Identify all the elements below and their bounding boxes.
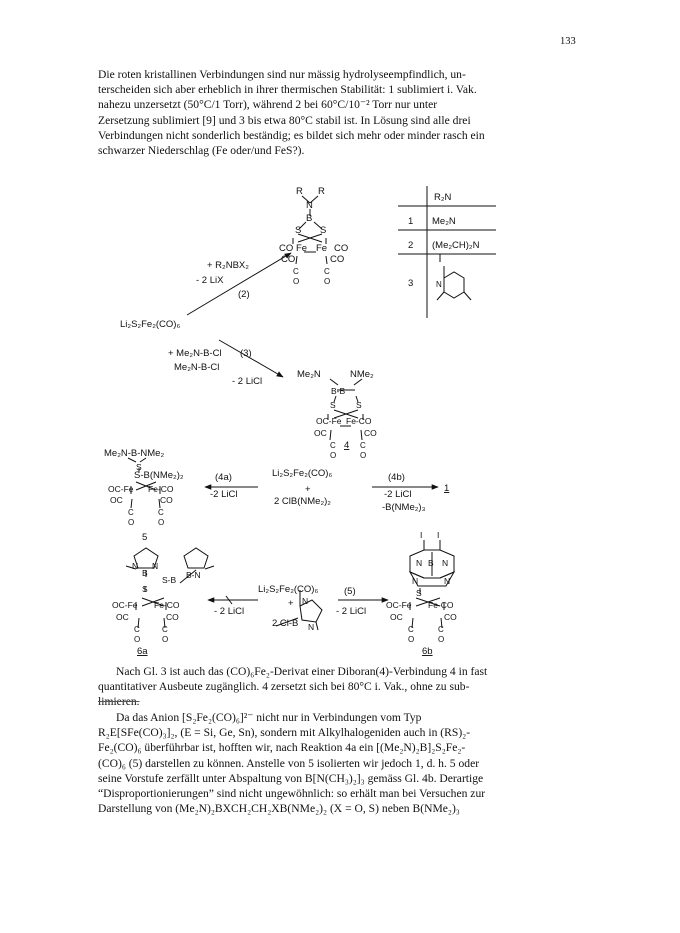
svg-text:CO: CO: [444, 612, 457, 622]
label-6b: 6b: [422, 646, 433, 657]
svg-text:O: O: [360, 451, 367, 460]
text-line: Fe₂(CO)₆ überführbar ist, hofften wir, nach Reaktion 4a ein [(Me₂N)₂B]₂S₂Fe₂-: [98, 741, 466, 755]
reagent-2: + R₂NBX₂: [207, 260, 249, 271]
svg-text:N: N: [302, 596, 309, 606]
table-row-num: 1: [408, 216, 414, 227]
table-row-num: 3: [408, 278, 414, 289]
label-5: (5): [344, 586, 356, 597]
svg-text:I: I: [437, 530, 440, 540]
arrow-reaction-2: [187, 253, 291, 315]
arrow-cross: [226, 596, 232, 604]
svg-text:C: C: [158, 508, 164, 517]
page-number: 133: [560, 36, 576, 47]
svg-text:B: B: [142, 568, 148, 578]
compound5-top: Me₂N-B-NMe₂: [104, 448, 165, 459]
byproduct-3: - 2 LiCl: [232, 376, 263, 387]
r2n-table-labels: [408, 192, 480, 289]
svg-text:S: S: [136, 462, 142, 472]
label-3: (3): [240, 348, 252, 359]
table-row-num: 2: [408, 240, 414, 251]
compound4-right: NMe₂: [350, 369, 374, 380]
table-row-group: (Me₂CH)₂N: [432, 240, 480, 251]
svg-text:O: O: [293, 277, 300, 286]
s-atom: S: [320, 225, 327, 236]
svg-text:B: B: [428, 558, 434, 568]
byproduct-4b-2: -B(NMe₂)₃: [382, 502, 426, 513]
center-reactant: Li₂S₂Fe₂(CO)₆: [272, 468, 333, 479]
svg-text:CO: CO: [166, 612, 179, 622]
bottom-plus: +: [288, 598, 294, 609]
diazaborolidine-ring: [276, 590, 322, 630]
text-line: R₂E[SFe(CO)₃]₂, (E = Si, Ge, Sn), sondern mit Alkylhalogeniden auch in (RS)₂-: [98, 726, 471, 740]
bottom-reactant: Li₂S₂Fe₂(CO)₆: [258, 584, 319, 595]
table-row-group: Me₂N: [432, 216, 456, 227]
compound5-side: S-B(NMe₂)₂: [134, 470, 184, 481]
svg-text:O: O: [438, 635, 445, 644]
svg-text:C: C: [134, 625, 140, 634]
svg-text:C: C: [128, 508, 134, 517]
svg-text:N: N: [416, 558, 423, 568]
svg-text:B-N: B-N: [186, 570, 201, 580]
svg-text:O: O: [324, 277, 331, 286]
text-line: limieren.: [98, 695, 140, 709]
svg-text:B-B: B-B: [331, 386, 346, 396]
svg-text:O: O: [162, 635, 169, 644]
svg-text:O: O: [134, 635, 141, 644]
compound4-label: 4: [344, 440, 350, 451]
center-plus: +: [305, 484, 311, 495]
text-line: (CO)₆ (5) darstellen zu können. Anstelle von 5 isolierten wir jedoch 1, d. h. 5 oder: [98, 756, 480, 770]
byproduct-2: - 2 LiX: [196, 275, 224, 286]
svg-text:OC: OC: [314, 428, 327, 438]
label-4b: (4b): [388, 472, 405, 483]
svg-text:C: C: [330, 441, 336, 450]
svg-text:OC-Fe: OC-Fe: [386, 600, 412, 610]
svg-text:C: C: [408, 625, 414, 634]
text-line: quantitativer Ausbeute zugänglich. 4 zersetzt sich bei 80°C i. Vak., ohne zu sub-: [98, 680, 470, 694]
svg-text:C: C: [162, 625, 168, 634]
b-atom: B: [306, 213, 313, 224]
label-6a: 6a: [137, 646, 148, 657]
svg-text:N: N: [308, 622, 315, 632]
svg-text:N: N: [412, 576, 419, 586]
co-ligand: CO: [279, 243, 294, 254]
byproduct-4b-1: -2 LiCl: [384, 489, 412, 500]
compound-5-skeleton: [128, 458, 160, 508]
svg-text:Fe-CO: Fe-CO: [148, 484, 174, 494]
r2n-table: [398, 186, 496, 318]
text-line: Verbindungen nicht sonderlich beständig; es bildet sich mehr oder minder rasch ein: [98, 128, 485, 142]
bottom-reagent: 2 Cl-B: [272, 618, 299, 629]
text-line: Zersetzung sublimiert [9] und 3 bis etwa 80°C stabil ist. In Lösung sind alle drei: [98, 113, 471, 127]
svg-text:I: I: [420, 530, 423, 540]
co-ligand: CO: [330, 254, 345, 265]
fe-atom: Fe: [296, 243, 308, 254]
r-right: R: [318, 186, 325, 197]
byproduct-left: - 2 LiCl: [214, 606, 245, 617]
reagent-3-line1: + Me₂N-B-Cl: [168, 348, 222, 359]
text-line: “Disproportionierungen” sind nicht ungewöhnlich: so erhält man bei Versuchen zur: [98, 787, 486, 801]
compound-6a-skeleton: [126, 548, 214, 628]
n-atom: N: [306, 200, 313, 211]
text-line: seine Vorstufe zerfällt unter Abspaltung von B[N(CH₃)₂]₃ gemäss Gl. 4b. Derartige: [98, 771, 484, 785]
svg-text:N: N: [436, 280, 442, 289]
svg-text:O: O: [128, 518, 135, 527]
text-line: Da das Anion [S₂Fe₂(CO)₆]²⁻ nicht nur in Verbindungen vom Typ: [116, 711, 422, 724]
svg-text:OC-Fe: OC-Fe: [112, 600, 138, 610]
fe-atom: Fe: [316, 243, 328, 254]
svg-text:S: S: [142, 584, 148, 594]
label-2: (2): [238, 289, 250, 300]
text-line: nahezu unzersetzt (50°C/1 Torr), während 2 bei 60°C/10⁻² Torr nur unter: [98, 98, 438, 112]
text-line: Darstellung von (Me₂N)₂BXCH₂CH₂XB(NMe₂)₂ (X = O, S) neben B(NMe₂)₃: [98, 802, 460, 816]
reactant-main: Li₂S₂Fe₂(CO)₆: [120, 319, 181, 330]
svg-text:C: C: [360, 441, 366, 450]
svg-text:N: N: [442, 558, 449, 568]
product-4b: 1: [444, 483, 450, 494]
svg-text:C: C: [438, 625, 444, 634]
svg-text:OC-Fe: OC-Fe: [108, 484, 134, 494]
compound4-left: Me₂N: [297, 369, 321, 380]
co-ligand: CO: [281, 254, 296, 265]
text-line: Die roten kristallinen Verbindungen sind nur mässig hydrolyseempfindlich, un-: [98, 68, 466, 81]
svg-text:O: O: [330, 451, 337, 460]
svg-text:CO: CO: [160, 495, 173, 505]
compound-4-skeleton: [328, 379, 363, 440]
table-header: R₂N: [434, 192, 452, 203]
svg-text:Fe-CO: Fe-CO: [428, 600, 454, 610]
complex-top: [293, 196, 327, 264]
svg-text:S: S: [416, 588, 422, 598]
s-atom: S: [295, 225, 302, 236]
svg-text:OC: OC: [390, 612, 403, 622]
paragraph-anion: [98, 710, 580, 816]
paragraph-stability: [98, 67, 580, 158]
paragraph-diborane: [98, 664, 580, 710]
svg-text:S: S: [356, 400, 362, 410]
svg-text:Fe-CO: Fe-CO: [154, 600, 180, 610]
complex-top-labels: [279, 186, 348, 286]
reagent-3-line2: Me₂N-B-Cl: [174, 362, 220, 373]
svg-text:OC-Fe: OC-Fe: [316, 416, 342, 426]
text-line: Nach Gl. 3 ist auch das (CO)₆Fe₂-Derivat einer Diboran(4)-Verbindung 4 in fast: [116, 665, 488, 678]
arrow-reaction-3: [219, 340, 283, 377]
text-line: terscheiden sich aber erheblich in ihrer thermischen Stabilität: 1 sublimiert i. Vak.: [98, 83, 477, 97]
byproduct-right: - 2 LiCl: [336, 606, 367, 617]
text-line: schwarzer Niederschlag (Fe oder/und FeS?).: [98, 144, 305, 158]
svg-text:C: C: [293, 267, 299, 276]
co-ligand: CO: [334, 243, 349, 254]
center-reagent: 2 ClB(NMe₂)₂: [274, 496, 331, 507]
svg-text:OC: OC: [116, 612, 129, 622]
label-4a: (4a): [215, 472, 232, 483]
svg-text:S: S: [330, 400, 336, 410]
svg-text:O: O: [158, 518, 165, 527]
svg-text:N: N: [132, 561, 139, 571]
svg-text:O: O: [408, 635, 415, 644]
compound5-label: 5: [142, 532, 148, 543]
svg-text:S-B: S-B: [162, 575, 177, 585]
svg-text:N: N: [444, 576, 451, 586]
svg-text:Fe-CO: Fe-CO: [346, 416, 372, 426]
svg-text:OC: OC: [110, 495, 123, 505]
svg-text:N: N: [152, 561, 159, 571]
r-left: R: [296, 186, 303, 197]
svg-text:CO: CO: [364, 428, 377, 438]
svg-text:C: C: [324, 267, 330, 276]
compound-6b-skeleton: [410, 540, 454, 628]
byproduct-4a: -2 LiCl: [210, 489, 238, 500]
